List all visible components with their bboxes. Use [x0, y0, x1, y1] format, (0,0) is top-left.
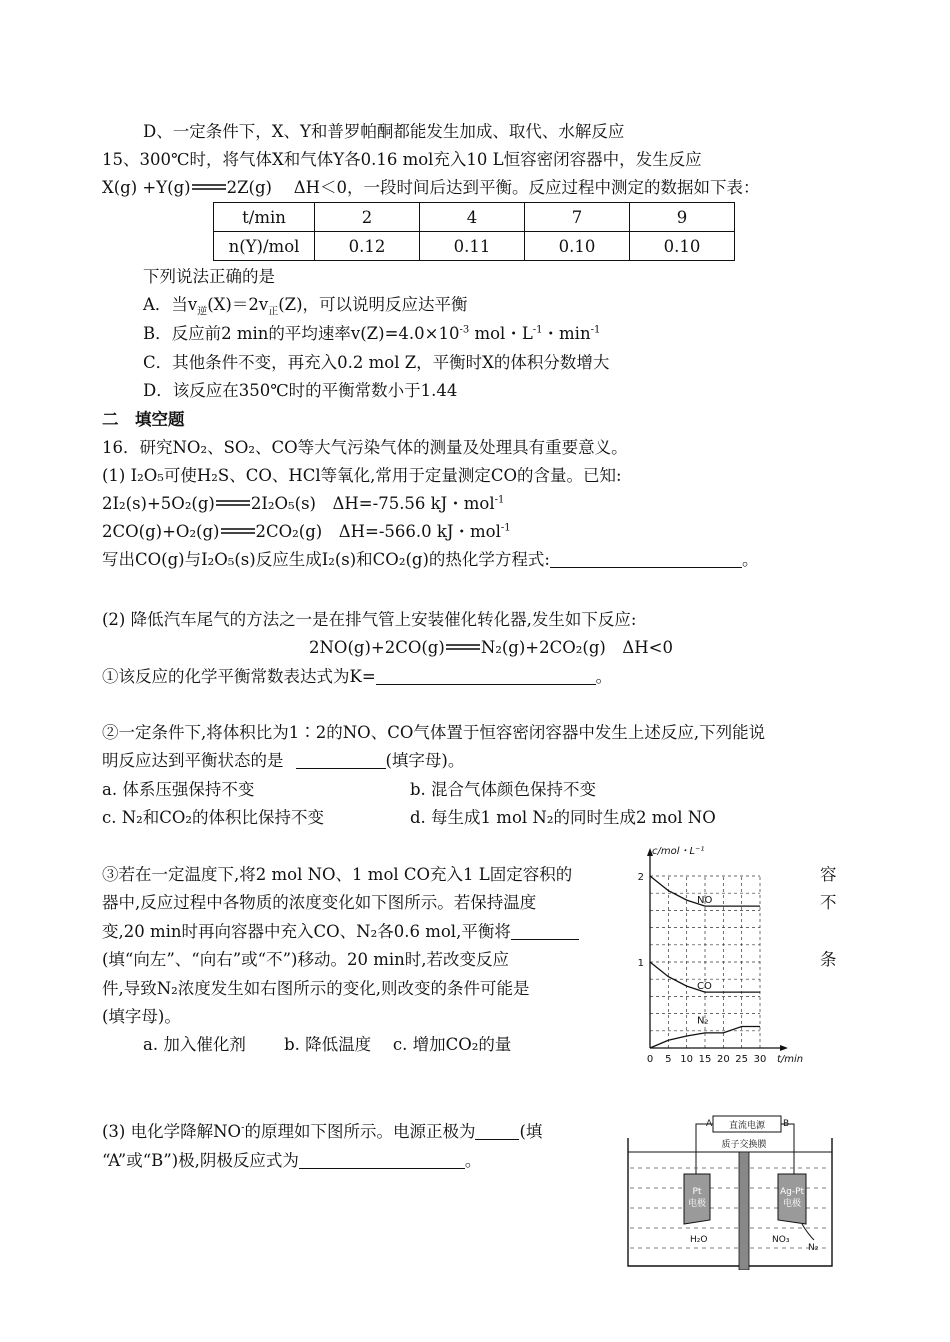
proton-exchange-membrane [739, 1152, 749, 1270]
q16-part4-text: 的原理如下图所示。电源正极为 [244, 1122, 476, 1141]
agpt-electrode-label2: 电极 [782, 1199, 802, 1209]
q16-part2-q1 [102, 666, 612, 688]
wire-right [781, 1124, 794, 1174]
eq-lhs: 2I₂(s)+5O₂(g) [102, 494, 215, 513]
q16-part3-line1-tail: 容 [820, 865, 837, 884]
q16-part4-text: “A”或“B”)极,阴极反应式为 [102, 1151, 299, 1170]
q15-stem-line2 [102, 177, 760, 199]
q16-part2-q1-text: ①该反应的化学平衡常数表达式为K= [102, 667, 376, 686]
q15-option-a [143, 294, 468, 316]
period: 。 [595, 667, 613, 686]
q16-part4-line2 [102, 1150, 481, 1172]
table-cell: 0.10 [525, 232, 630, 261]
q14-option-d: D、一定条件下，X、Y和普罗帕酮都能发生加成、取代、水解反应 [143, 122, 625, 141]
concentration-chart [630, 840, 812, 1065]
equals-sign-icon [221, 528, 255, 534]
y-axis-label: c/mol・L⁻¹ [652, 846, 705, 857]
q15-option-a-part: (Z)，可以说明反应达平衡 [278, 295, 468, 314]
eq-lhs: 2CO(g)+O₂(g) [102, 522, 220, 541]
answer-blank[interactable] [550, 551, 742, 568]
q15-prompt: 下列说法正确的是 [143, 267, 275, 286]
q16-part2-eq [309, 637, 673, 659]
q16-part2-q2-text: 明反应达到平衡状态的是 [102, 751, 284, 770]
y-tick-label: 1 [637, 958, 644, 969]
q15-option-a-sub: 正 [268, 306, 279, 318]
answer-blank[interactable] [511, 923, 579, 940]
label-b: B [783, 1119, 790, 1129]
q16-part3-line1: ③若在一定温度下,将2 mol NO、1 mol CO充入1 L固定容积的 [102, 865, 573, 884]
h2o-label: H₂O [690, 1235, 708, 1245]
eq-rhs: N₂(g)+2CO₂(g) ΔH<0 [480, 638, 673, 657]
q16-option-d: d. 每生成1 mol N₂的同时生成2 mol NO [410, 808, 716, 827]
q15-option-a-part: (X)＝2v [207, 295, 269, 314]
pt-electrode-label2: 电极 [687, 1199, 707, 1209]
period: 。 [464, 1151, 482, 1170]
q16-part3-line5: 件,导致N₂浓度发生如右图所示的变化,则改变的条件可能是 [102, 979, 530, 998]
membrane-label: 质子交换膜 [721, 1140, 767, 1150]
q15-option-b-part: ・min [542, 324, 591, 343]
answer-blank[interactable] [475, 1123, 519, 1140]
q15-option-b [143, 323, 600, 345]
x-tick-label: 5 [665, 1054, 672, 1065]
power-supply-label: 直流电源 [728, 1121, 766, 1131]
electrolysis-cell-diagram [626, 1110, 834, 1270]
answer-blank[interactable] [376, 668, 596, 685]
q16-part3-line6: (填字母)。 [102, 1007, 181, 1026]
q16-part1-eq1 [102, 493, 504, 515]
q16-part1-line1: (1) I₂O₅可使H₂S、CO、HCl等氧化,常用于定量测定CO的含量。已知: [102, 466, 622, 485]
x-tick-labels [647, 1054, 767, 1065]
table-header: t/min [214, 203, 315, 232]
table-cell: n(Y)/mol [214, 232, 315, 261]
x-axis-label: t/min [777, 1054, 804, 1065]
eq-rhs: 2I₂O₅(s) ΔH=-75.56 kJ・mol [250, 494, 495, 513]
agpt-electrode-label1: Ag-Pt [779, 1187, 805, 1197]
q15-option-a-part: A．当v [143, 295, 198, 314]
q16-part1-ask: 写出CO(g)与I₂O₅(s)反应生成I₂(s)和CO₂(g)的热化学方程式: [102, 550, 550, 569]
x-axis-arrow-icon [780, 1045, 788, 1051]
q15-option-b-part: mol・L [469, 324, 533, 343]
x-tick-label: 20 [716, 1054, 730, 1065]
q16-part2-line1: (2) 降低汽车尾气的方法之一是在排气管上安装催化转化器,发生如下反应: [102, 610, 637, 629]
x-tick-label: 10 [680, 1054, 694, 1065]
table-row [214, 232, 735, 261]
answer-blank[interactable] [296, 752, 386, 769]
q15-option-c: C．其他条件不变，再充入0.2 mol Z，平衡时X的体积分数增大 [143, 353, 610, 372]
q16-part3-line2-tail: 不 [820, 893, 837, 912]
equilibrium-arrow-icon [192, 184, 226, 190]
table-header: 4 [420, 203, 525, 232]
table-header: 9 [630, 203, 735, 232]
q16-part3-line3 [102, 921, 579, 943]
q16-part2-q2-line1: ②一定条件下,将体积比为1∶2的NO、CO气体置于恒容密闭容器中发生上述反应,下列能说 [102, 723, 766, 742]
q15-option-b-sup: -3 [459, 324, 470, 336]
y-tick-label: 2 [637, 872, 644, 883]
no3-charge: - [241, 1122, 245, 1134]
q16-option-c: c. N₂和CO₂的体积比保持不变 [102, 808, 325, 827]
table-cell: 0.11 [420, 232, 525, 261]
x-tick-label: 30 [753, 1054, 767, 1065]
table-header: 7 [525, 203, 630, 232]
q15-option-a-sub: 逆 [197, 306, 208, 318]
q15-data-table [213, 202, 735, 261]
table-cell: 0.10 [630, 232, 735, 261]
q16-part3-line4: (填“向左”、“向右”或“不”)移动。20 min时,若改变反应 [102, 950, 510, 969]
answer-blank[interactable] [299, 1152, 465, 1169]
y-tick-labels [638, 872, 644, 969]
q16-part2-q2-tail: (填字母)。 [385, 751, 465, 770]
q16-part3-options: a. 加入催化剂 b. 降低温度 c. 增加CO₂的量 [143, 1035, 512, 1054]
q16-option-a: a. 体系压强保持不变 [102, 780, 255, 799]
q16-part1-eq2 [102, 521, 511, 543]
q16-part4-text: (3) 电化学降解NO [102, 1122, 242, 1141]
section-title: 二 填空题 [102, 410, 185, 429]
no3-label: NO₃ [772, 1235, 790, 1245]
n2-arrow-icon [802, 1224, 814, 1240]
q16-part1-question [102, 549, 758, 571]
q16-part4-line1 [102, 1121, 542, 1143]
q16-part3-line3-text: 变,20 min时再向容器中充入CO、N₂各0.6 mol,平衡将 [102, 922, 511, 941]
q15-products: 2Z(g) ΔH＜0，一段时间后达到平衡。反应过程中测定的数据如下表： [226, 178, 760, 197]
equals-sign-icon [216, 500, 250, 506]
period: 。 [741, 550, 759, 569]
series-label: NO [697, 895, 713, 907]
q16-part4-tail: (填 [519, 1122, 543, 1141]
q15-option-b-sup: -1 [590, 324, 601, 336]
q15-reactants: X(g) +Y(g) [102, 178, 191, 197]
x-tick-label: 25 [735, 1054, 749, 1065]
table-row [214, 203, 735, 232]
q16-stem: 16．研究NO₂、SO₂、CO等大气污染气体的测量及处理具有重要意义。 [102, 438, 628, 457]
q15-option-b-sup: -1 [532, 324, 543, 336]
q15-option-b-part: B．反应前2 min的平均速率v(Z)=4.0×10 [143, 324, 460, 343]
q16-option-b: b. 混合气体颜色保持不变 [410, 780, 597, 799]
table-cell: 0.12 [315, 232, 420, 261]
pt-electrode-label1: Pt [692, 1187, 702, 1197]
n2-label: N₂ [808, 1243, 819, 1253]
eq-sup: -1 [494, 494, 505, 506]
wire-left [696, 1124, 713, 1174]
q16-part3-line2: 器中,反应过程中各物质的浓度变化如下图所示。若保持温度 [102, 893, 537, 912]
series-label: N₂ [697, 1015, 709, 1027]
q15-stem-line1: 15、300℃时，将气体X和气体Y各0.16 mol充入10 L恒容密闭容器中，发生反应 [102, 150, 702, 169]
q16-part2-q2-line2 [102, 750, 464, 772]
x-tick-label: 15 [698, 1054, 712, 1065]
eq-rhs: 2CO₂(g) ΔH=-566.0 kJ・mol [255, 522, 501, 541]
eq-sup: -1 [500, 522, 511, 534]
eq-lhs: 2NO(g)+2CO(g) [309, 638, 445, 657]
q16-part3-line4-tail: 条 [820, 950, 837, 969]
table-header: 2 [315, 203, 420, 232]
x-tick-label: 0 [646, 1054, 654, 1065]
label-a: A [706, 1119, 713, 1129]
equilibrium-arrow-icon [446, 644, 480, 650]
q15-option-d: D．该反应在350℃时的平衡常数小于1.44 [143, 381, 458, 400]
series-label: CO [697, 981, 712, 993]
